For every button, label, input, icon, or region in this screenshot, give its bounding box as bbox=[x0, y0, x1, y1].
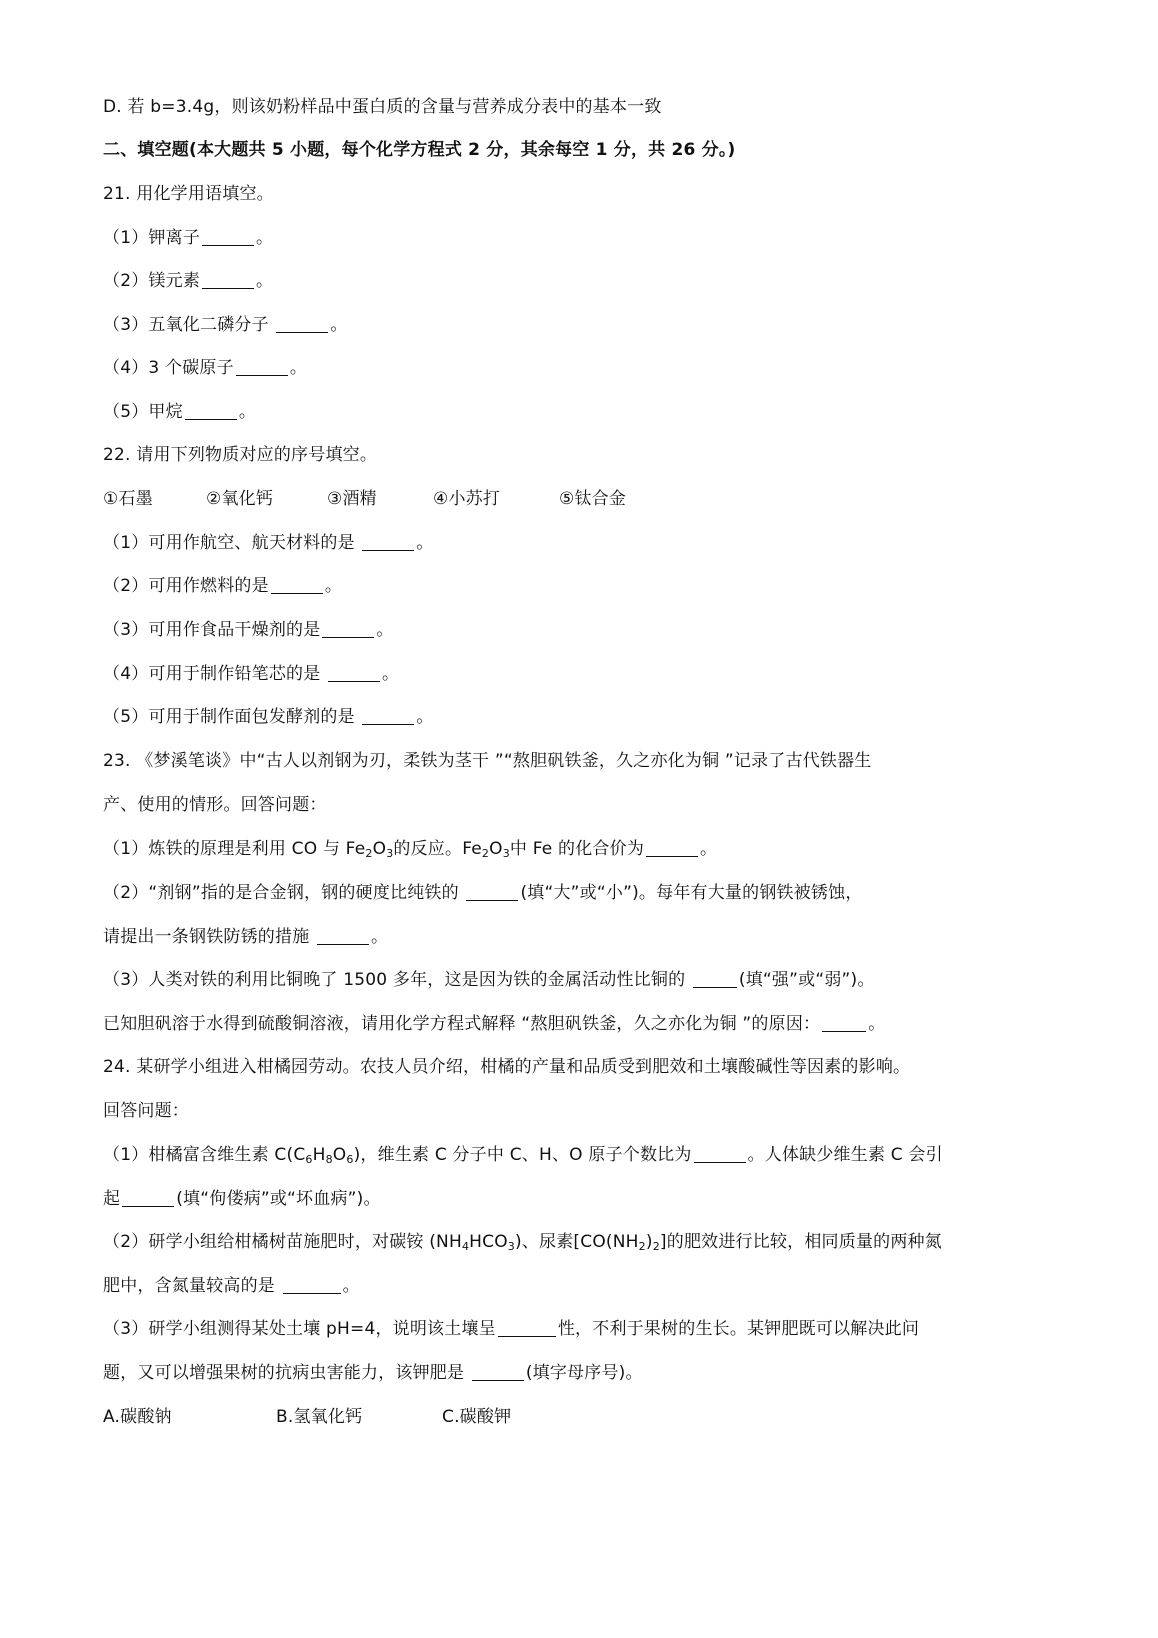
q23-part-3-line2: 已知胆矾溶于水得到硫酸铜溶液，请用化学方程式解释 “熬胆矾铁釜，久之亦化为铜 ”的原因： 。 bbox=[103, 1014, 886, 1034]
answer-blank[interactable] bbox=[362, 708, 414, 725]
q24-part-3-line2: 题，又可以增强果树的抗病虫害能力，该钾肥是 (填字母序号)。 bbox=[103, 1363, 643, 1383]
q20-option-d: D. 若 b=3.4g，则该奶粉样品中蛋白质的含量与营养成分表中的基本一致 bbox=[103, 97, 662, 117]
q24-option-a: A.碳酸钠 bbox=[103, 1407, 172, 1427]
q21-item-4: （4）3 个碳原子 。 bbox=[103, 358, 308, 378]
q23-part-1: （1）炼铁的原理是利用 CO 与 $Fe_2O_3$的反应。$Fe_2O_3$中 Fe 的化合价为 。 bbox=[103, 839, 718, 860]
q24-option-b: B.氢氧化钙 bbox=[276, 1407, 363, 1427]
q24-part-3: （3）研学小组测得某处土壤 pH=4，说明该土壤呈 性，不利于果树的生长。某钾肥既可以解决此问 bbox=[103, 1319, 920, 1339]
answer-blank[interactable] bbox=[466, 884, 518, 901]
answer-blank[interactable] bbox=[202, 229, 254, 246]
q22-item-4: （4）可用于制作铅笔芯的是 。 bbox=[103, 664, 400, 684]
q23-stem-line2: 产、使用的情形。回答问题： bbox=[103, 795, 327, 815]
answer-blank[interactable] bbox=[202, 272, 254, 289]
answer-blank[interactable] bbox=[822, 1015, 866, 1032]
answer-blank[interactable] bbox=[694, 1146, 746, 1163]
answer-blank[interactable] bbox=[693, 971, 737, 988]
q24-stem-line2: 回答问题： bbox=[103, 1101, 189, 1121]
q23-part-2: （2）“剂钢”指的是合金钢，钢的硬度比纯铁的 (填“大”或“小”)。每年有大量的钢铁被锈蚀， bbox=[103, 883, 863, 903]
answer-blank[interactable] bbox=[271, 577, 323, 594]
answer-blank[interactable] bbox=[322, 621, 374, 638]
q23-part-3: （3）人类对铁的利用比铜晚了 1500 多年，这是因为铁的金属活动性比铜的 (填“强”或“弱”)。 bbox=[103, 970, 875, 990]
q24-part-2-line2: 肥中，含氮量较高的是 。 bbox=[103, 1276, 360, 1296]
q24-part-2: （2）研学小组给柑橘树苗施肥时，对碳铵 $(NH_4HCO_3)$、尿素$[CO(NH_2)_2]$的肥效进行比较，相同质量的两种氮 bbox=[103, 1232, 942, 1253]
section2-heading: 二、填空题(本大题共 5 小题，每个化学方程式 2 分，其余每空 1 分，共 26 分。) bbox=[103, 140, 736, 160]
answer-blank[interactable] bbox=[122, 1190, 174, 1207]
answer-blank[interactable] bbox=[283, 1277, 341, 1294]
q22-option-5: ⑤钛合金 bbox=[559, 489, 627, 509]
q21-stem: 21. 用化学用语填空。 bbox=[103, 184, 274, 204]
q22-item-5: （5）可用于制作面包发酵剂的是 。 bbox=[103, 707, 434, 727]
q22-item-2: （2）可用作燃料的是 。 bbox=[103, 576, 343, 596]
answer-blank[interactable] bbox=[472, 1364, 524, 1381]
q21-item-3: （3）五氧化二磷分子 。 bbox=[103, 315, 348, 335]
q24-option-c: C.碳酸钾 bbox=[442, 1407, 512, 1427]
answer-blank[interactable] bbox=[646, 840, 698, 857]
q22-option-1: ①石墨 bbox=[103, 489, 153, 509]
q23-part-2-line2: 请提出一条钢铁防锈的措施 。 bbox=[103, 927, 389, 947]
q23-stem-line1: 23. 《梦溪笔谈》中“古人以剂钢为刃，柔铁为茎干 ”“熬胆矾铁釜，久之亦化为铜 ”记录了古代铁器生 bbox=[103, 751, 872, 771]
answer-blank[interactable] bbox=[185, 403, 237, 420]
q22-item-3: （3）可用作食品干燥剂的是 。 bbox=[103, 620, 394, 640]
q24-part-1: （1）柑橘富含维生素 $C(C_6H_8O_6)$，维生素 C 分子中 C、H、O 原子个数比为 。人体缺少维生素 C 会引 bbox=[103, 1145, 943, 1166]
q22-stem: 22. 请用下列物质对应的序号填空。 bbox=[103, 445, 378, 465]
q22-option-3: ③酒精 bbox=[327, 489, 377, 509]
q24-part-1-line2: 起 (填“佝偻病”或“坏血病”)。 bbox=[103, 1189, 381, 1209]
q24-stem-line1: 24. 某研学小组进入柑橘园劳动。农技人员介绍，柑橘的产量和品质受到肥效和土壤酸碱性等因素的影响。 bbox=[103, 1057, 911, 1077]
q21-item-2: （2）镁元素 。 bbox=[103, 271, 274, 291]
answer-blank[interactable] bbox=[362, 534, 414, 551]
q22-option-4: ④小苏打 bbox=[433, 489, 501, 509]
q21-item-1: （1）钾离子 。 bbox=[103, 228, 274, 248]
answer-blank[interactable] bbox=[328, 665, 380, 682]
q22-option-2: ②氧化钙 bbox=[206, 489, 274, 509]
q22-item-1: （1）可用作航空、航天材料的是 。 bbox=[103, 533, 434, 553]
answer-blank[interactable] bbox=[276, 316, 328, 333]
answer-blank[interactable] bbox=[317, 928, 369, 945]
answer-blank[interactable] bbox=[236, 359, 288, 376]
answer-blank[interactable] bbox=[498, 1320, 556, 1337]
q21-item-5: （5）甲烷 。 bbox=[103, 402, 257, 422]
